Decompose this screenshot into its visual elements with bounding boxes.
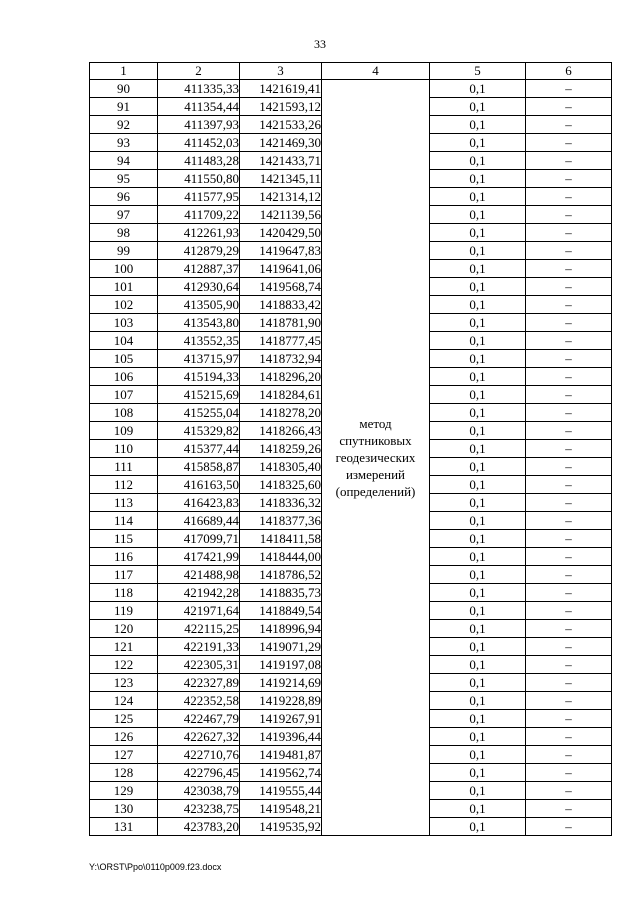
coordinate-y-cell: 1418777,45	[240, 332, 322, 350]
point-number-cell: 113	[90, 494, 158, 512]
coordinate-x-cell: 411483,28	[158, 152, 240, 170]
point-number-cell: 130	[90, 800, 158, 818]
coordinate-y-cell: 1419267,91	[240, 710, 322, 728]
description-cell: –	[526, 350, 612, 368]
coordinate-x-cell: 423783,20	[158, 818, 240, 836]
accuracy-cell: 0,1	[430, 278, 526, 296]
accuracy-cell: 0,1	[430, 710, 526, 728]
point-number-cell: 104	[90, 332, 158, 350]
coordinate-y-cell: 1419535,92	[240, 818, 322, 836]
coordinate-y-cell: 1418444,00	[240, 548, 322, 566]
column-header-1: 1	[90, 63, 158, 80]
point-number-cell: 116	[90, 548, 158, 566]
point-number-cell: 101	[90, 278, 158, 296]
coordinate-y-cell: 1421433,71	[240, 152, 322, 170]
accuracy-cell: 0,1	[430, 368, 526, 386]
footer-file-path: Y:\ORST\Ppo\0110p009.f23.docx	[89, 862, 222, 872]
point-number-cell: 109	[90, 422, 158, 440]
coordinate-y-cell: 1418305,40	[240, 458, 322, 476]
coordinate-y-cell: 1418266,43	[240, 422, 322, 440]
point-number-cell: 125	[90, 710, 158, 728]
point-number-cell: 128	[90, 764, 158, 782]
point-number-cell: 108	[90, 404, 158, 422]
description-cell: –	[526, 530, 612, 548]
description-cell: –	[526, 116, 612, 134]
accuracy-cell: 0,1	[430, 818, 526, 836]
description-cell: –	[526, 512, 612, 530]
description-cell: –	[526, 656, 612, 674]
point-number-cell: 114	[90, 512, 158, 530]
coordinate-x-cell: 412887,37	[158, 260, 240, 278]
point-number-cell: 112	[90, 476, 158, 494]
description-cell: –	[526, 458, 612, 476]
point-number-cell: 121	[90, 638, 158, 656]
description-cell: –	[526, 242, 612, 260]
point-number-cell: 118	[90, 584, 158, 602]
description-cell: –	[526, 602, 612, 620]
description-cell: –	[526, 134, 612, 152]
description-cell: –	[526, 800, 612, 818]
column-header-4: 4	[322, 63, 430, 80]
coordinate-x-cell: 415215,69	[158, 386, 240, 404]
table-header-row	[90, 63, 612, 80]
point-number-cell: 117	[90, 566, 158, 584]
description-cell: –	[526, 314, 612, 332]
coordinate-y-cell: 1418325,60	[240, 476, 322, 494]
point-number-cell: 131	[90, 818, 158, 836]
method-line: измерений	[345, 467, 406, 482]
point-number-cell: 103	[90, 314, 158, 332]
coordinate-y-cell: 1418732,94	[240, 350, 322, 368]
coordinate-y-cell: 1421314,12	[240, 188, 322, 206]
coordinate-y-cell: 1418296,20	[240, 368, 322, 386]
coordinate-y-cell: 1418377,36	[240, 512, 322, 530]
description-cell: –	[526, 674, 612, 692]
description-cell: –	[526, 296, 612, 314]
description-cell: –	[526, 566, 612, 584]
accuracy-cell: 0,1	[430, 224, 526, 242]
coordinate-x-cell: 412261,93	[158, 224, 240, 242]
point-number-cell: 110	[90, 440, 158, 458]
description-cell: –	[526, 278, 612, 296]
coordinate-x-cell: 411452,03	[158, 134, 240, 152]
coordinate-y-cell: 1418833,42	[240, 296, 322, 314]
description-cell: –	[526, 170, 612, 188]
coordinate-y-cell: 1418781,90	[240, 314, 322, 332]
coordinate-x-cell: 413715,97	[158, 350, 240, 368]
coordinate-y-cell: 1419548,21	[240, 800, 322, 818]
description-cell: –	[526, 728, 612, 746]
accuracy-cell: 0,1	[430, 602, 526, 620]
method-cell	[322, 80, 430, 836]
accuracy-cell: 0,1	[430, 728, 526, 746]
coordinate-y-cell: 1421593,12	[240, 98, 322, 116]
table-body	[90, 80, 612, 836]
column-header-3: 3	[240, 63, 322, 80]
point-number-cell: 122	[90, 656, 158, 674]
point-number-cell: 93	[90, 134, 158, 152]
point-number-cell: 123	[90, 674, 158, 692]
accuracy-cell: 0,1	[430, 260, 526, 278]
description-cell: –	[526, 494, 612, 512]
point-number-cell: 124	[90, 692, 158, 710]
point-number-cell: 115	[90, 530, 158, 548]
point-number-cell: 97	[90, 206, 158, 224]
accuracy-cell: 0,1	[430, 80, 526, 98]
coordinate-y-cell: 1419562,74	[240, 764, 322, 782]
coordinate-x-cell: 422710,76	[158, 746, 240, 764]
coordinate-y-cell: 1419481,87	[240, 746, 322, 764]
coordinate-x-cell: 415255,04	[158, 404, 240, 422]
description-cell: –	[526, 368, 612, 386]
coordinate-x-cell: 413543,80	[158, 314, 240, 332]
coordinate-y-cell: 1418835,73	[240, 584, 322, 602]
point-number-cell: 96	[90, 188, 158, 206]
coordinate-y-cell: 1421619,41	[240, 80, 322, 98]
coordinate-x-cell: 416423,83	[158, 494, 240, 512]
description-cell: –	[526, 206, 612, 224]
accuracy-cell: 0,1	[430, 152, 526, 170]
description-cell: –	[526, 152, 612, 170]
coordinate-y-cell: 1418259,26	[240, 440, 322, 458]
coordinate-x-cell: 413552,35	[158, 332, 240, 350]
accuracy-cell: 0,1	[430, 242, 526, 260]
accuracy-cell: 0,1	[430, 314, 526, 332]
coordinate-x-cell: 422115,25	[158, 620, 240, 638]
description-cell: –	[526, 440, 612, 458]
coordinate-x-cell: 411335,33	[158, 80, 240, 98]
coordinate-x-cell: 416689,44	[158, 512, 240, 530]
coordinate-y-cell: 1418411,58	[240, 530, 322, 548]
coordinate-y-cell: 1421469,30	[240, 134, 322, 152]
accuracy-cell: 0,1	[430, 116, 526, 134]
coordinate-x-cell: 411577,95	[158, 188, 240, 206]
accuracy-cell: 0,1	[430, 494, 526, 512]
coordinate-x-cell: 411397,93	[158, 116, 240, 134]
point-number-cell: 102	[90, 296, 158, 314]
coordinate-y-cell: 1418278,20	[240, 404, 322, 422]
point-number-cell: 127	[90, 746, 158, 764]
point-number-cell: 90	[90, 80, 158, 98]
point-number-cell: 91	[90, 98, 158, 116]
coordinate-x-cell: 422191,33	[158, 638, 240, 656]
coordinate-x-cell: 415194,33	[158, 368, 240, 386]
coordinate-x-cell: 417099,71	[158, 530, 240, 548]
coordinate-y-cell: 1420429,50	[240, 224, 322, 242]
point-number-cell: 126	[90, 728, 158, 746]
accuracy-cell: 0,1	[430, 170, 526, 188]
coordinate-x-cell: 422627,32	[158, 728, 240, 746]
coordinate-x-cell: 422467,79	[158, 710, 240, 728]
coordinate-y-cell: 1418786,52	[240, 566, 322, 584]
accuracy-cell: 0,1	[430, 566, 526, 584]
method-line: спутниковых	[339, 433, 412, 448]
description-cell: –	[526, 224, 612, 242]
point-number-cell: 98	[90, 224, 158, 242]
method-line: метод	[359, 416, 392, 431]
coordinate-y-cell: 1421139,56	[240, 206, 322, 224]
coordinate-y-cell: 1421345,11	[240, 170, 322, 188]
column-header-6: 6	[526, 63, 612, 80]
accuracy-cell: 0,1	[430, 656, 526, 674]
description-cell: –	[526, 746, 612, 764]
coordinate-x-cell: 422352,58	[158, 692, 240, 710]
coordinate-y-cell: 1419568,74	[240, 278, 322, 296]
description-cell: –	[526, 620, 612, 638]
accuracy-cell: 0,1	[430, 206, 526, 224]
accuracy-cell: 0,1	[430, 782, 526, 800]
coordinate-x-cell: 412930,64	[158, 278, 240, 296]
coordinate-y-cell: 1419647,83	[240, 242, 322, 260]
point-number-cell: 111	[90, 458, 158, 476]
coordinate-x-cell: 415329,82	[158, 422, 240, 440]
accuracy-cell: 0,1	[430, 476, 526, 494]
accuracy-cell: 0,1	[430, 584, 526, 602]
description-cell: –	[526, 386, 612, 404]
point-number-cell: 99	[90, 242, 158, 260]
coordinate-y-cell: 1418849,54	[240, 602, 322, 620]
coordinate-y-cell: 1419071,29	[240, 638, 322, 656]
point-number-cell: 95	[90, 170, 158, 188]
coordinate-y-cell: 1418996,94	[240, 620, 322, 638]
accuracy-cell: 0,1	[430, 98, 526, 116]
accuracy-cell: 0,1	[430, 638, 526, 656]
description-cell: –	[526, 638, 612, 656]
coordinate-x-cell: 422305,31	[158, 656, 240, 674]
column-header-5: 5	[430, 63, 526, 80]
table-row	[90, 80, 612, 98]
point-number-cell: 120	[90, 620, 158, 638]
coordinate-x-cell: 412879,29	[158, 242, 240, 260]
point-number-cell: 129	[90, 782, 158, 800]
page-number: 33	[314, 37, 326, 51]
description-cell: –	[526, 260, 612, 278]
coordinate-y-cell: 1418336,32	[240, 494, 322, 512]
coordinate-y-cell: 1419641,06	[240, 260, 322, 278]
accuracy-cell: 0,1	[430, 188, 526, 206]
coordinate-y-cell: 1419228,89	[240, 692, 322, 710]
accuracy-cell: 0,1	[430, 764, 526, 782]
accuracy-cell: 0,1	[430, 296, 526, 314]
coordinate-x-cell: 421942,28	[158, 584, 240, 602]
coordinate-x-cell: 411550,80	[158, 170, 240, 188]
point-number-cell: 100	[90, 260, 158, 278]
coordinate-x-cell: 422796,45	[158, 764, 240, 782]
description-cell: –	[526, 764, 612, 782]
coordinate-x-cell: 422327,89	[158, 674, 240, 692]
coordinate-x-cell: 421971,64	[158, 602, 240, 620]
accuracy-cell: 0,1	[430, 800, 526, 818]
description-cell: –	[526, 710, 612, 728]
description-cell: –	[526, 422, 612, 440]
description-cell: –	[526, 404, 612, 422]
coordinate-y-cell: 1419555,44	[240, 782, 322, 800]
accuracy-cell: 0,1	[430, 404, 526, 422]
description-cell: –	[526, 584, 612, 602]
method-line: геодезических	[335, 450, 416, 465]
description-cell: –	[526, 782, 612, 800]
accuracy-cell: 0,1	[430, 422, 526, 440]
coordinate-y-cell: 1418284,61	[240, 386, 322, 404]
coordinate-x-cell: 421488,98	[158, 566, 240, 584]
coordinate-x-cell: 416163,50	[158, 476, 240, 494]
coordinate-x-cell: 423038,79	[158, 782, 240, 800]
accuracy-cell: 0,1	[430, 134, 526, 152]
point-number-cell: 92	[90, 116, 158, 134]
coordinate-x-cell: 417421,99	[158, 548, 240, 566]
accuracy-cell: 0,1	[430, 530, 526, 548]
accuracy-cell: 0,1	[430, 692, 526, 710]
coordinate-x-cell: 411354,44	[158, 98, 240, 116]
method-line: (определений)	[335, 484, 416, 499]
description-cell: –	[526, 692, 612, 710]
description-cell: –	[526, 98, 612, 116]
coordinate-x-cell: 413505,90	[158, 296, 240, 314]
accuracy-cell: 0,1	[430, 458, 526, 476]
accuracy-cell: 0,1	[430, 512, 526, 530]
accuracy-cell: 0,1	[430, 386, 526, 404]
coordinate-x-cell: 423238,75	[158, 800, 240, 818]
accuracy-cell: 0,1	[430, 674, 526, 692]
point-number-cell: 119	[90, 602, 158, 620]
accuracy-cell: 0,1	[430, 350, 526, 368]
coordinate-y-cell: 1419197,08	[240, 656, 322, 674]
coordinate-y-cell: 1419214,69	[240, 674, 322, 692]
coordinates-table	[89, 62, 612, 836]
point-number-cell: 106	[90, 368, 158, 386]
point-number-cell: 94	[90, 152, 158, 170]
accuracy-cell: 0,1	[430, 548, 526, 566]
accuracy-cell: 0,1	[430, 332, 526, 350]
coordinate-x-cell: 415377,44	[158, 440, 240, 458]
accuracy-cell: 0,1	[430, 620, 526, 638]
coordinate-x-cell: 415858,87	[158, 458, 240, 476]
description-cell: –	[526, 332, 612, 350]
accuracy-cell: 0,1	[430, 440, 526, 458]
point-number-cell: 105	[90, 350, 158, 368]
accuracy-cell: 0,1	[430, 746, 526, 764]
point-number-cell: 107	[90, 386, 158, 404]
coordinate-y-cell: 1419396,44	[240, 728, 322, 746]
coordinate-x-cell: 411709,22	[158, 206, 240, 224]
coordinate-y-cell: 1421533,26	[240, 116, 322, 134]
column-header-2: 2	[158, 63, 240, 80]
description-cell: –	[526, 80, 612, 98]
description-cell: –	[526, 818, 612, 836]
description-cell: –	[526, 476, 612, 494]
description-cell: –	[526, 188, 612, 206]
description-cell: –	[526, 548, 612, 566]
